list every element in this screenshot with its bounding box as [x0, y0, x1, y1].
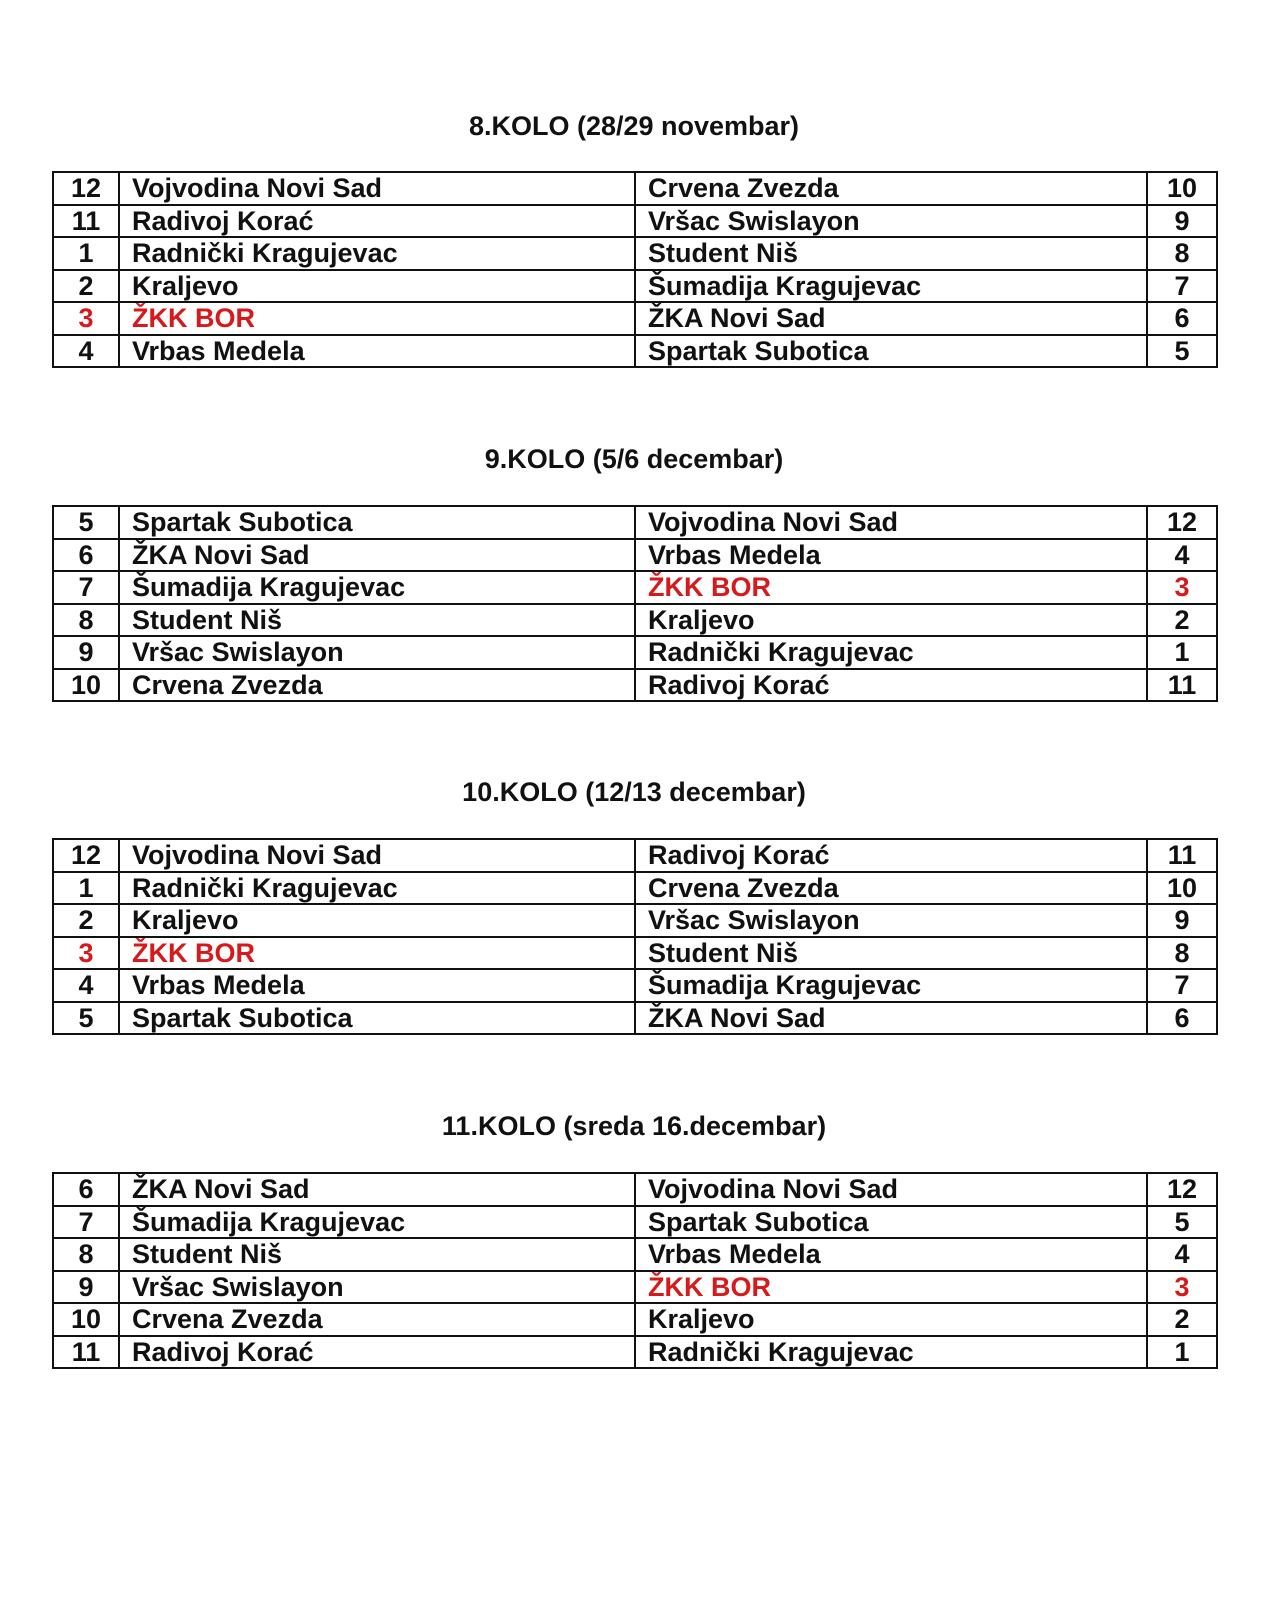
table-row: [53, 839, 1217, 872]
table-row: [53, 1002, 1217, 1035]
home-team-number: 12: [53, 839, 119, 872]
home-team: Šumadija Kragujevac: [119, 571, 635, 604]
away-team: Vojvodina Novi Sad: [635, 506, 1147, 539]
home-team-number: 10: [53, 669, 119, 702]
table-row: [53, 669, 1217, 702]
round-title: 9.KOLO (5/6 decembar): [484, 444, 784, 474]
table-row: [53, 872, 1217, 905]
table-row: [53, 335, 1217, 368]
home-team: Radivoj Korać: [119, 205, 635, 238]
home-team-number: 2: [53, 270, 119, 303]
table-row-highlighted: [53, 302, 1217, 335]
home-team-number: 5: [53, 506, 119, 539]
table-row: [53, 270, 1217, 303]
home-team-number: 9: [53, 1271, 119, 1304]
away-team-number: 1: [1147, 1336, 1217, 1369]
round-title: 11.KOLO (sreda 16.decembar): [441, 1111, 827, 1141]
away-team: Vršac Swislayon: [635, 205, 1147, 238]
away-team: Kraljevo: [635, 1303, 1147, 1336]
table-row: [53, 904, 1217, 937]
home-team-number: 4: [53, 969, 119, 1002]
away-team-number: 11: [1147, 669, 1217, 702]
away-team-number: 6: [1147, 1002, 1217, 1035]
away-team-number: 8: [1147, 237, 1217, 270]
table-row: [53, 604, 1217, 637]
home-team: Spartak Subotica: [119, 1002, 635, 1035]
away-team-number: 12: [1147, 506, 1217, 539]
away-team: Radnički Kragujevac: [635, 636, 1147, 669]
away-team-highlighted: ŽKK BOR: [635, 571, 1147, 604]
away-team-highlighted: ŽKK BOR: [635, 1271, 1147, 1304]
away-team: Vrbas Medela: [635, 1238, 1147, 1271]
table-row: [53, 1173, 1217, 1206]
table-row: [53, 1303, 1217, 1336]
home-team-number: 1: [53, 237, 119, 270]
home-team-number: 7: [53, 571, 119, 604]
table-row: [53, 1238, 1217, 1271]
home-team: Vrbas Medela: [119, 969, 635, 1002]
home-team-number: 8: [53, 1238, 119, 1271]
table-row: [53, 539, 1217, 572]
away-team: Vojvodina Novi Sad: [635, 1173, 1147, 1206]
home-team: Crvena Zvezda: [119, 1303, 635, 1336]
home-team-number: 4: [53, 335, 119, 368]
away-team-number: 4: [1147, 1238, 1217, 1271]
away-team-number: 10: [1147, 172, 1217, 205]
home-team-number: 11: [53, 205, 119, 238]
home-team-number: 6: [53, 539, 119, 572]
home-team: ŽKA Novi Sad: [119, 1173, 635, 1206]
home-team-number: 1: [53, 872, 119, 905]
table-row: [53, 636, 1217, 669]
home-team: Šumadija Kragujevac: [119, 1206, 635, 1239]
away-team-number: 2: [1147, 604, 1217, 637]
fixtures-table: [52, 1172, 1218, 1369]
home-team-number: 12: [53, 172, 119, 205]
away-team: Spartak Subotica: [635, 335, 1147, 368]
round-title: 8.KOLO (28/29 novembar): [468, 111, 800, 141]
away-team-number: 11: [1147, 839, 1217, 872]
away-team-number: 1: [1147, 636, 1217, 669]
away-team: Šumadija Kragujevac: [635, 270, 1147, 303]
home-team-number: 7: [53, 1206, 119, 1239]
away-team-number: 8: [1147, 937, 1217, 970]
away-team-number: 6: [1147, 302, 1217, 335]
round-title: 10.KOLO (12/13 decembar): [462, 777, 806, 807]
table-row: [53, 1206, 1217, 1239]
home-team-number: 5: [53, 1002, 119, 1035]
home-team: Vrbas Medela: [119, 335, 635, 368]
home-team-number: 2: [53, 904, 119, 937]
fixtures-table: [52, 838, 1218, 1035]
home-team: Student Niš: [119, 1238, 635, 1271]
home-team: Vršac Swislayon: [119, 1271, 635, 1304]
home-team-number-highlighted: 3: [53, 302, 119, 335]
home-team-highlighted: ŽKK BOR: [119, 302, 635, 335]
fixtures-table: [52, 171, 1218, 368]
home-team-number-highlighted: 3: [53, 937, 119, 970]
home-team: Radnički Kragujevac: [119, 872, 635, 905]
away-team-number: 9: [1147, 205, 1217, 238]
home-team-number: 10: [53, 1303, 119, 1336]
home-team: Radivoj Korać: [119, 1336, 635, 1369]
away-team-number-highlighted: 3: [1147, 571, 1217, 604]
away-team: ŽKA Novi Sad: [635, 1002, 1147, 1035]
home-team: Kraljevo: [119, 270, 635, 303]
home-team: Spartak Subotica: [119, 506, 635, 539]
table-row: [53, 205, 1217, 238]
away-team-number: 7: [1147, 270, 1217, 303]
away-team: Crvena Zvezda: [635, 872, 1147, 905]
home-team: ŽKA Novi Sad: [119, 539, 635, 572]
table-row-highlighted: [53, 571, 1217, 604]
away-team: Šumadija Kragujevac: [635, 969, 1147, 1002]
away-team: Spartak Subotica: [635, 1206, 1147, 1239]
away-team-number: 7: [1147, 969, 1217, 1002]
home-team-number: 9: [53, 636, 119, 669]
away-team: Radnički Kragujevac: [635, 1336, 1147, 1369]
away-team-number: 12: [1147, 1173, 1217, 1206]
away-team-number: 4: [1147, 539, 1217, 572]
away-team-number: 10: [1147, 872, 1217, 905]
away-team-number: 5: [1147, 1206, 1217, 1239]
away-team: Crvena Zvezda: [635, 172, 1147, 205]
home-team-number: 8: [53, 604, 119, 637]
away-team: Student Niš: [635, 937, 1147, 970]
table-row: [53, 237, 1217, 270]
home-team: Kraljevo: [119, 904, 635, 937]
home-team: Crvena Zvezda: [119, 669, 635, 702]
home-team: Vojvodina Novi Sad: [119, 172, 635, 205]
home-team-number: 11: [53, 1336, 119, 1369]
away-team: Vrbas Medela: [635, 539, 1147, 572]
home-team: Radnički Kragujevac: [119, 237, 635, 270]
away-team: Radivoj Korać: [635, 839, 1147, 872]
away-team-number-highlighted: 3: [1147, 1271, 1217, 1304]
away-team: ŽKA Novi Sad: [635, 302, 1147, 335]
away-team: Student Niš: [635, 237, 1147, 270]
table-row-highlighted: [53, 1271, 1217, 1304]
home-team: Vršac Swislayon: [119, 636, 635, 669]
table-row: [53, 969, 1217, 1002]
home-team-number: 6: [53, 1173, 119, 1206]
home-team: Student Niš: [119, 604, 635, 637]
table-row: [53, 506, 1217, 539]
away-team: Vršac Swislayon: [635, 904, 1147, 937]
table-row: [53, 1336, 1217, 1369]
fixtures-table: [52, 505, 1218, 702]
away-team-number: 2: [1147, 1303, 1217, 1336]
home-team-highlighted: ŽKK BOR: [119, 937, 635, 970]
away-team: Kraljevo: [635, 604, 1147, 637]
table-row: [53, 172, 1217, 205]
away-team-number: 9: [1147, 904, 1217, 937]
table-row-highlighted: [53, 937, 1217, 970]
away-team-number: 5: [1147, 335, 1217, 368]
home-team: Vojvodina Novi Sad: [119, 839, 635, 872]
away-team: Radivoj Korać: [635, 669, 1147, 702]
